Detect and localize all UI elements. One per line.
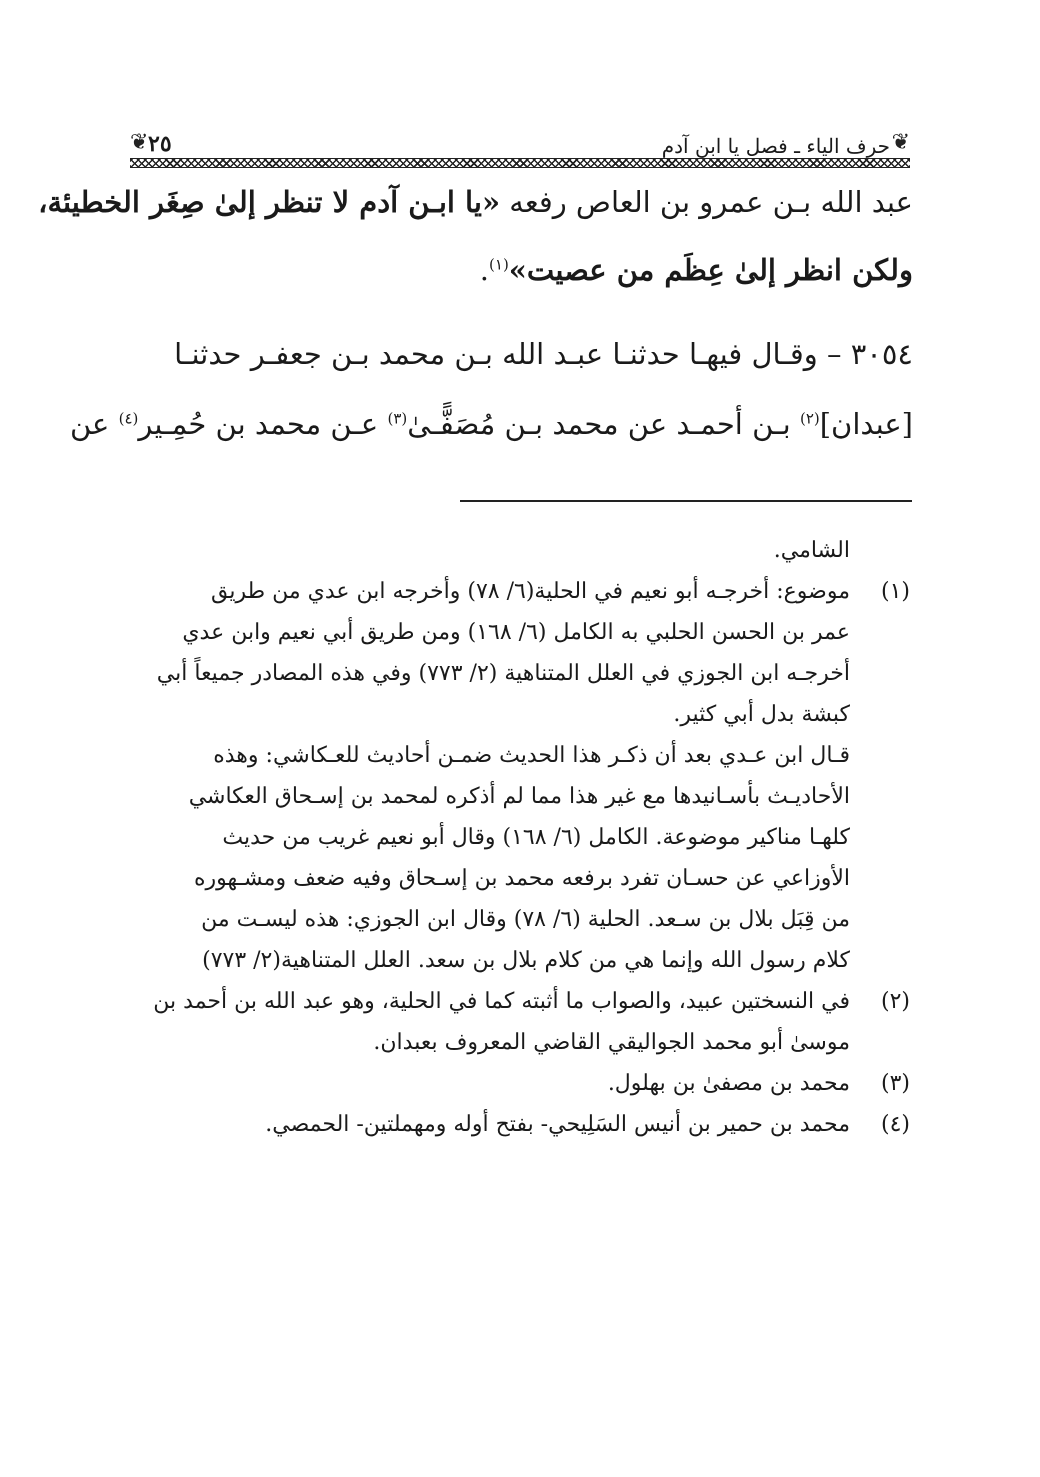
footnote-line: الأوزاعي عن حسـان تفرد برفعه محمد بن إسـحاق وفيه ضعف ومشـهوره (193, 866, 850, 891)
footnote-line (130, 573, 910, 611)
footnote-line (130, 1106, 910, 1144)
footnote-text: محمد بن مصفىٰ بن بهلول. (607, 1071, 850, 1096)
hadith-quote: ولكن انظر إلىٰ عِظَم من عصيت» (508, 253, 913, 287)
hadith-quote: «يا ابـن آدم لا تنظر إلىٰ صِغَر الخطيئة، (38, 185, 501, 219)
footnote-line: عمر بن الحسن الحلبي به الكامل (٦/ ١٦٨) ومن طريق أبي نعيم وابن عدي (182, 620, 850, 645)
main-text (38, 182, 913, 484)
ornament-icon: ❦ (130, 130, 149, 155)
footnote-line: الشامي. (773, 538, 850, 563)
footnote-line (130, 983, 910, 1021)
footnote-separator (460, 500, 912, 502)
main-text-plain: عن (69, 407, 119, 441)
main-text-plain: بـن أحمـد عن محمد بـن مُصَفًّـىٰ (407, 407, 800, 441)
header-border (130, 158, 910, 168)
footnote-number: (٤) (880, 1112, 910, 1137)
footnote-ref: (١) (489, 255, 509, 274)
footnote-line: الأحاديـث بأسـانيدها مع غير هذا مما لم أذكره لمحمد بن إسـحاق العكاشي (188, 784, 850, 809)
footnote-line: كلهـا مناكير موضوعة. الكامل (٦/ ١٦٨) وقال أبو نعيم غريب من حديث (222, 825, 850, 850)
footnote-line: موسىٰ أبو محمد الجواليقي القاضي المعروف بعبدان. (373, 1030, 850, 1055)
main-line (128, 334, 913, 374)
footnote-ref: (٢) (799, 409, 820, 428)
running-header (130, 128, 910, 168)
ornament-icon: ❦ (891, 130, 910, 155)
footnote-text: موضوع: أخرجـه أبو نعيم في الحلية(٦/ ٧٨) وأخرجه ابن عدي من طريق (210, 579, 850, 604)
footnotes (130, 532, 910, 1147)
footnote-number: (١) (880, 579, 910, 604)
footnote-ref: (٣) (387, 409, 408, 428)
main-text-plain: . (479, 253, 490, 287)
main-text-plain: [عبدان] (819, 407, 913, 441)
footnote-line (130, 1065, 910, 1103)
footnote-number: (٢) (880, 989, 910, 1014)
footnote-line: أخرجـه ابن الجوزي في العلل المتناهية (٢/ ٧٧٣) وفي هذه المصادر جميعاً أبي (156, 661, 850, 686)
footnote-text: محمد بن حمير بن أنيس السَلِيحي- بفتح أوله ومهملتين- الحمصي. (265, 1112, 850, 1137)
footnote-number: (٣) (880, 1071, 910, 1096)
main-text-plain: ٣٠٥٤ – وقـال فيهـا حدثنـا عبـد الله بـن محمد بـن جعفـر حدثنـا (174, 337, 913, 371)
page-number: ٢٥ (148, 131, 172, 157)
footnote-line: كلام رسول الله وإنما هي من كلام بلال بن سعد. العلل المتناهية(٢/ ٧٧٣) (202, 948, 850, 973)
main-text-plain: عبد الله بـن عمرو بن العاص رفعه (500, 185, 913, 219)
main-line (38, 182, 913, 222)
footnote-line: قـال ابن عـدي بعد أن ذكـر هذا الحديث ضمـن أحاديث للعـكاشي: وهذه (213, 743, 850, 768)
header-title: حرف الياء ـ فصل يا ابن آدم (661, 134, 890, 158)
footnote-ref: (٤) (118, 409, 139, 428)
main-line (69, 404, 913, 444)
footnote-line: كبشة بدل أبي كثير. (673, 702, 850, 727)
main-line (128, 250, 913, 290)
footnote-text: في النسختين عبيد، والصواب ما أثبته كما في الحلية، وهو عبد الله بن أحمد بن (153, 989, 850, 1014)
main-text-plain: عـن محمد بن حُمِـير (138, 407, 388, 441)
footnote-line: من قِبَل بلال بن سـعد. الحلية (٦/ ٧٨) وقال ابن الجوزي: هذه ليسـت من (201, 907, 850, 932)
